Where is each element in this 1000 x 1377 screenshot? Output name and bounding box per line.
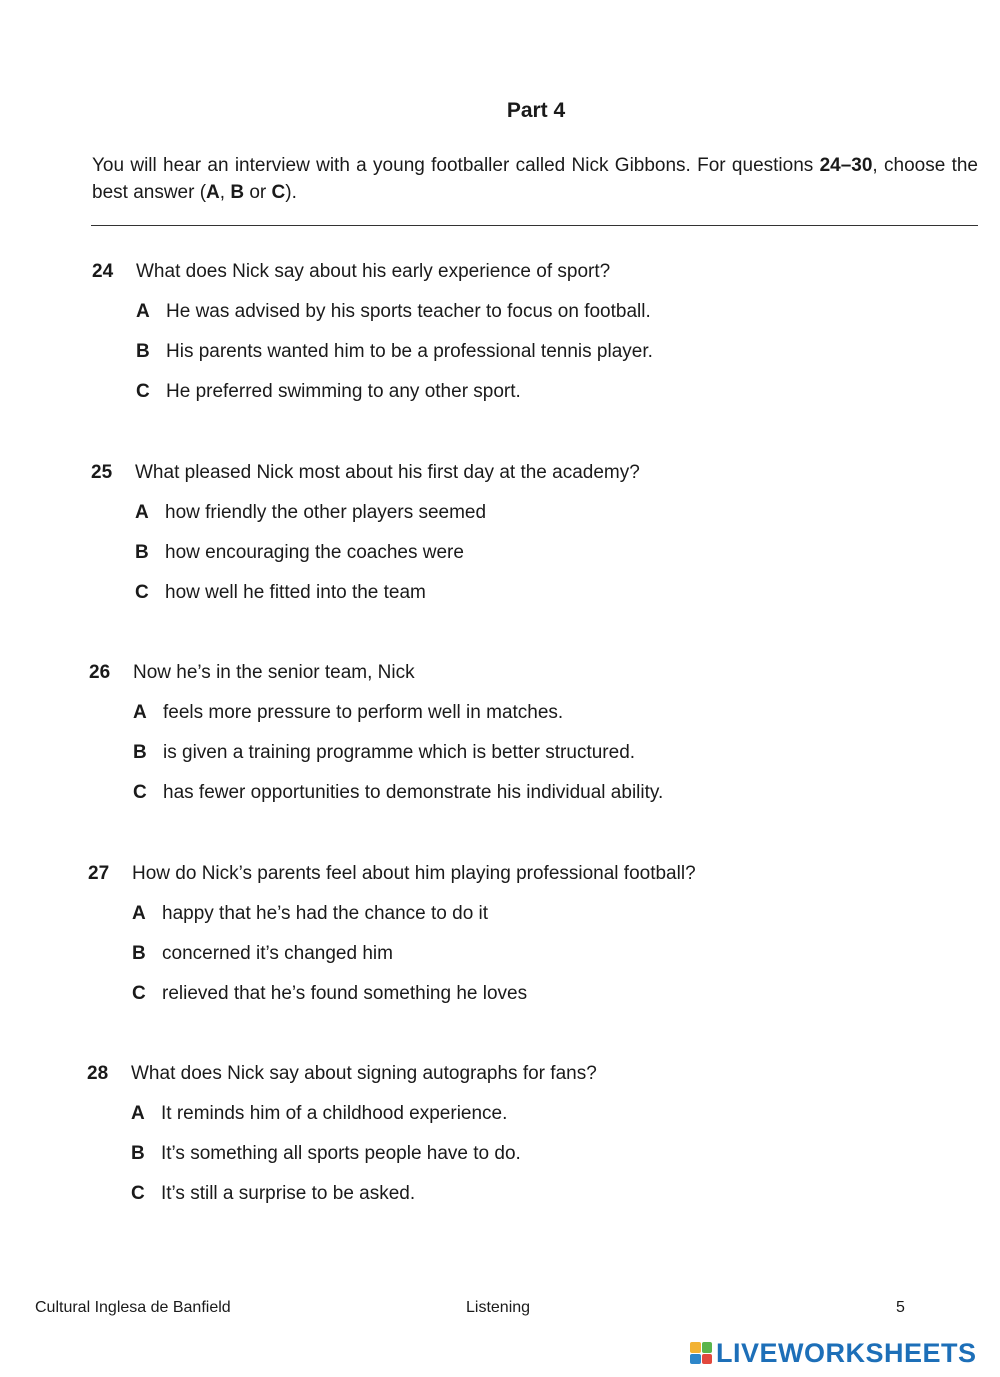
option-text: how well he fitted into the team: [165, 582, 426, 603]
question-number: 26: [89, 662, 111, 683]
option-text: He was advised by his sports teacher to focus on football.: [166, 301, 651, 322]
question-text: How do Nick’s parents feel about him playing professional football?: [132, 863, 696, 884]
question-header: [88, 854, 696, 894]
option-letter: B: [132, 943, 146, 964]
option-text: He preferred swimming to any other sport.: [166, 381, 521, 402]
question-24: [92, 252, 653, 412]
question-text: What pleased Nick most about his first day at the academy?: [135, 462, 640, 483]
liveworksheets-icon: [690, 1342, 712, 1364]
option-text: relieved that he’s found something he loves: [162, 983, 528, 1004]
question-header: [87, 1054, 597, 1094]
option-text: happy that he’s had the chance to do it: [162, 903, 489, 924]
option-letter: C: [131, 1183, 145, 1204]
question-number: 27: [88, 863, 110, 884]
option-a[interactable]: [89, 693, 663, 733]
option-b[interactable]: [87, 1134, 597, 1174]
question-header: [89, 653, 663, 693]
option-a[interactable]: [87, 1094, 597, 1134]
option-letter: B: [136, 341, 150, 362]
footer-section: Listening: [466, 1299, 531, 1316]
letter-a: A: [206, 182, 220, 203]
question-text: Now he’s in the senior team, Nick: [133, 662, 415, 683]
option-letter: C: [133, 782, 147, 803]
option-letter: A: [135, 502, 149, 523]
option-a[interactable]: [88, 894, 696, 934]
letter-c: C: [271, 182, 286, 203]
option-letter: C: [132, 983, 146, 1004]
option-letter: C: [135, 582, 149, 603]
option-b[interactable]: [89, 733, 663, 773]
question-number: 28: [87, 1063, 109, 1084]
question-27: [88, 854, 696, 1014]
question-26: [89, 653, 663, 813]
option-text: is given a training programme which is better structured.: [163, 742, 636, 763]
option-text: It’s still a surprise to be asked.: [161, 1183, 416, 1204]
question-text: What does Nick say about signing autographs for fans?: [131, 1063, 597, 1084]
divider: [91, 225, 978, 226]
letter-b: B: [230, 182, 245, 203]
option-text: how encouraging the coaches were: [165, 542, 464, 563]
intro-text-1: You will hear an interview with a young footballer called Nick Gibbons. For questions: [92, 155, 820, 176]
option-letter: B: [133, 742, 147, 763]
option-c[interactable]: [89, 773, 663, 813]
intro-sep-1: ,: [219, 182, 231, 203]
liveworksheets-logo: [690, 1336, 977, 1370]
option-letter: A: [133, 702, 147, 723]
option-letter: A: [136, 301, 150, 322]
option-text: concerned it’s changed him: [162, 943, 393, 964]
option-letter: A: [131, 1103, 145, 1124]
option-letter: A: [132, 903, 146, 924]
option-text: It’s something all sports people have to do.: [161, 1143, 521, 1164]
question-28: [87, 1054, 597, 1214]
option-letter: B: [131, 1143, 145, 1164]
option-c[interactable]: [87, 1174, 597, 1214]
option-text: has fewer opportunities to demonstrate his individual ability.: [163, 782, 664, 803]
brand-name: LIVEWORKSHEETS: [716, 1337, 977, 1368]
question-header: [91, 453, 640, 493]
option-text: It reminds him of a childhood experience.: [161, 1103, 508, 1124]
option-c[interactable]: [88, 974, 696, 1014]
option-text: feels more pressure to perform well in matches.: [163, 702, 564, 723]
option-b[interactable]: [92, 332, 653, 372]
part-title: Part 4: [506, 99, 566, 122]
question-header: [92, 252, 653, 292]
option-c[interactable]: [92, 372, 653, 412]
option-a[interactable]: [91, 493, 640, 533]
option-letter: C: [136, 381, 150, 402]
instructions: [92, 152, 978, 206]
option-a[interactable]: [92, 292, 653, 332]
footer-page-number: 5: [896, 1299, 905, 1316]
intro-text-3: ).: [285, 182, 297, 203]
question-25: [91, 453, 640, 613]
question-text: What does Nick say about his early experience of sport?: [136, 261, 611, 282]
option-c[interactable]: [91, 573, 640, 613]
option-b[interactable]: [91, 533, 640, 573]
intro-text-2: , choose the best answer (: [92, 155, 978, 203]
question-number: 24: [92, 261, 114, 282]
option-b[interactable]: [88, 934, 696, 974]
option-text: His parents wanted him to be a professional tennis player.: [166, 341, 653, 362]
option-text: how friendly the other players seemed: [165, 502, 487, 523]
intro-sep-2: or: [244, 182, 272, 203]
footer-institution: Cultural Inglesa de Banfield: [35, 1299, 231, 1316]
question-number: 25: [91, 462, 113, 483]
question-range: 24–30: [819, 155, 873, 176]
option-letter: B: [135, 542, 149, 563]
